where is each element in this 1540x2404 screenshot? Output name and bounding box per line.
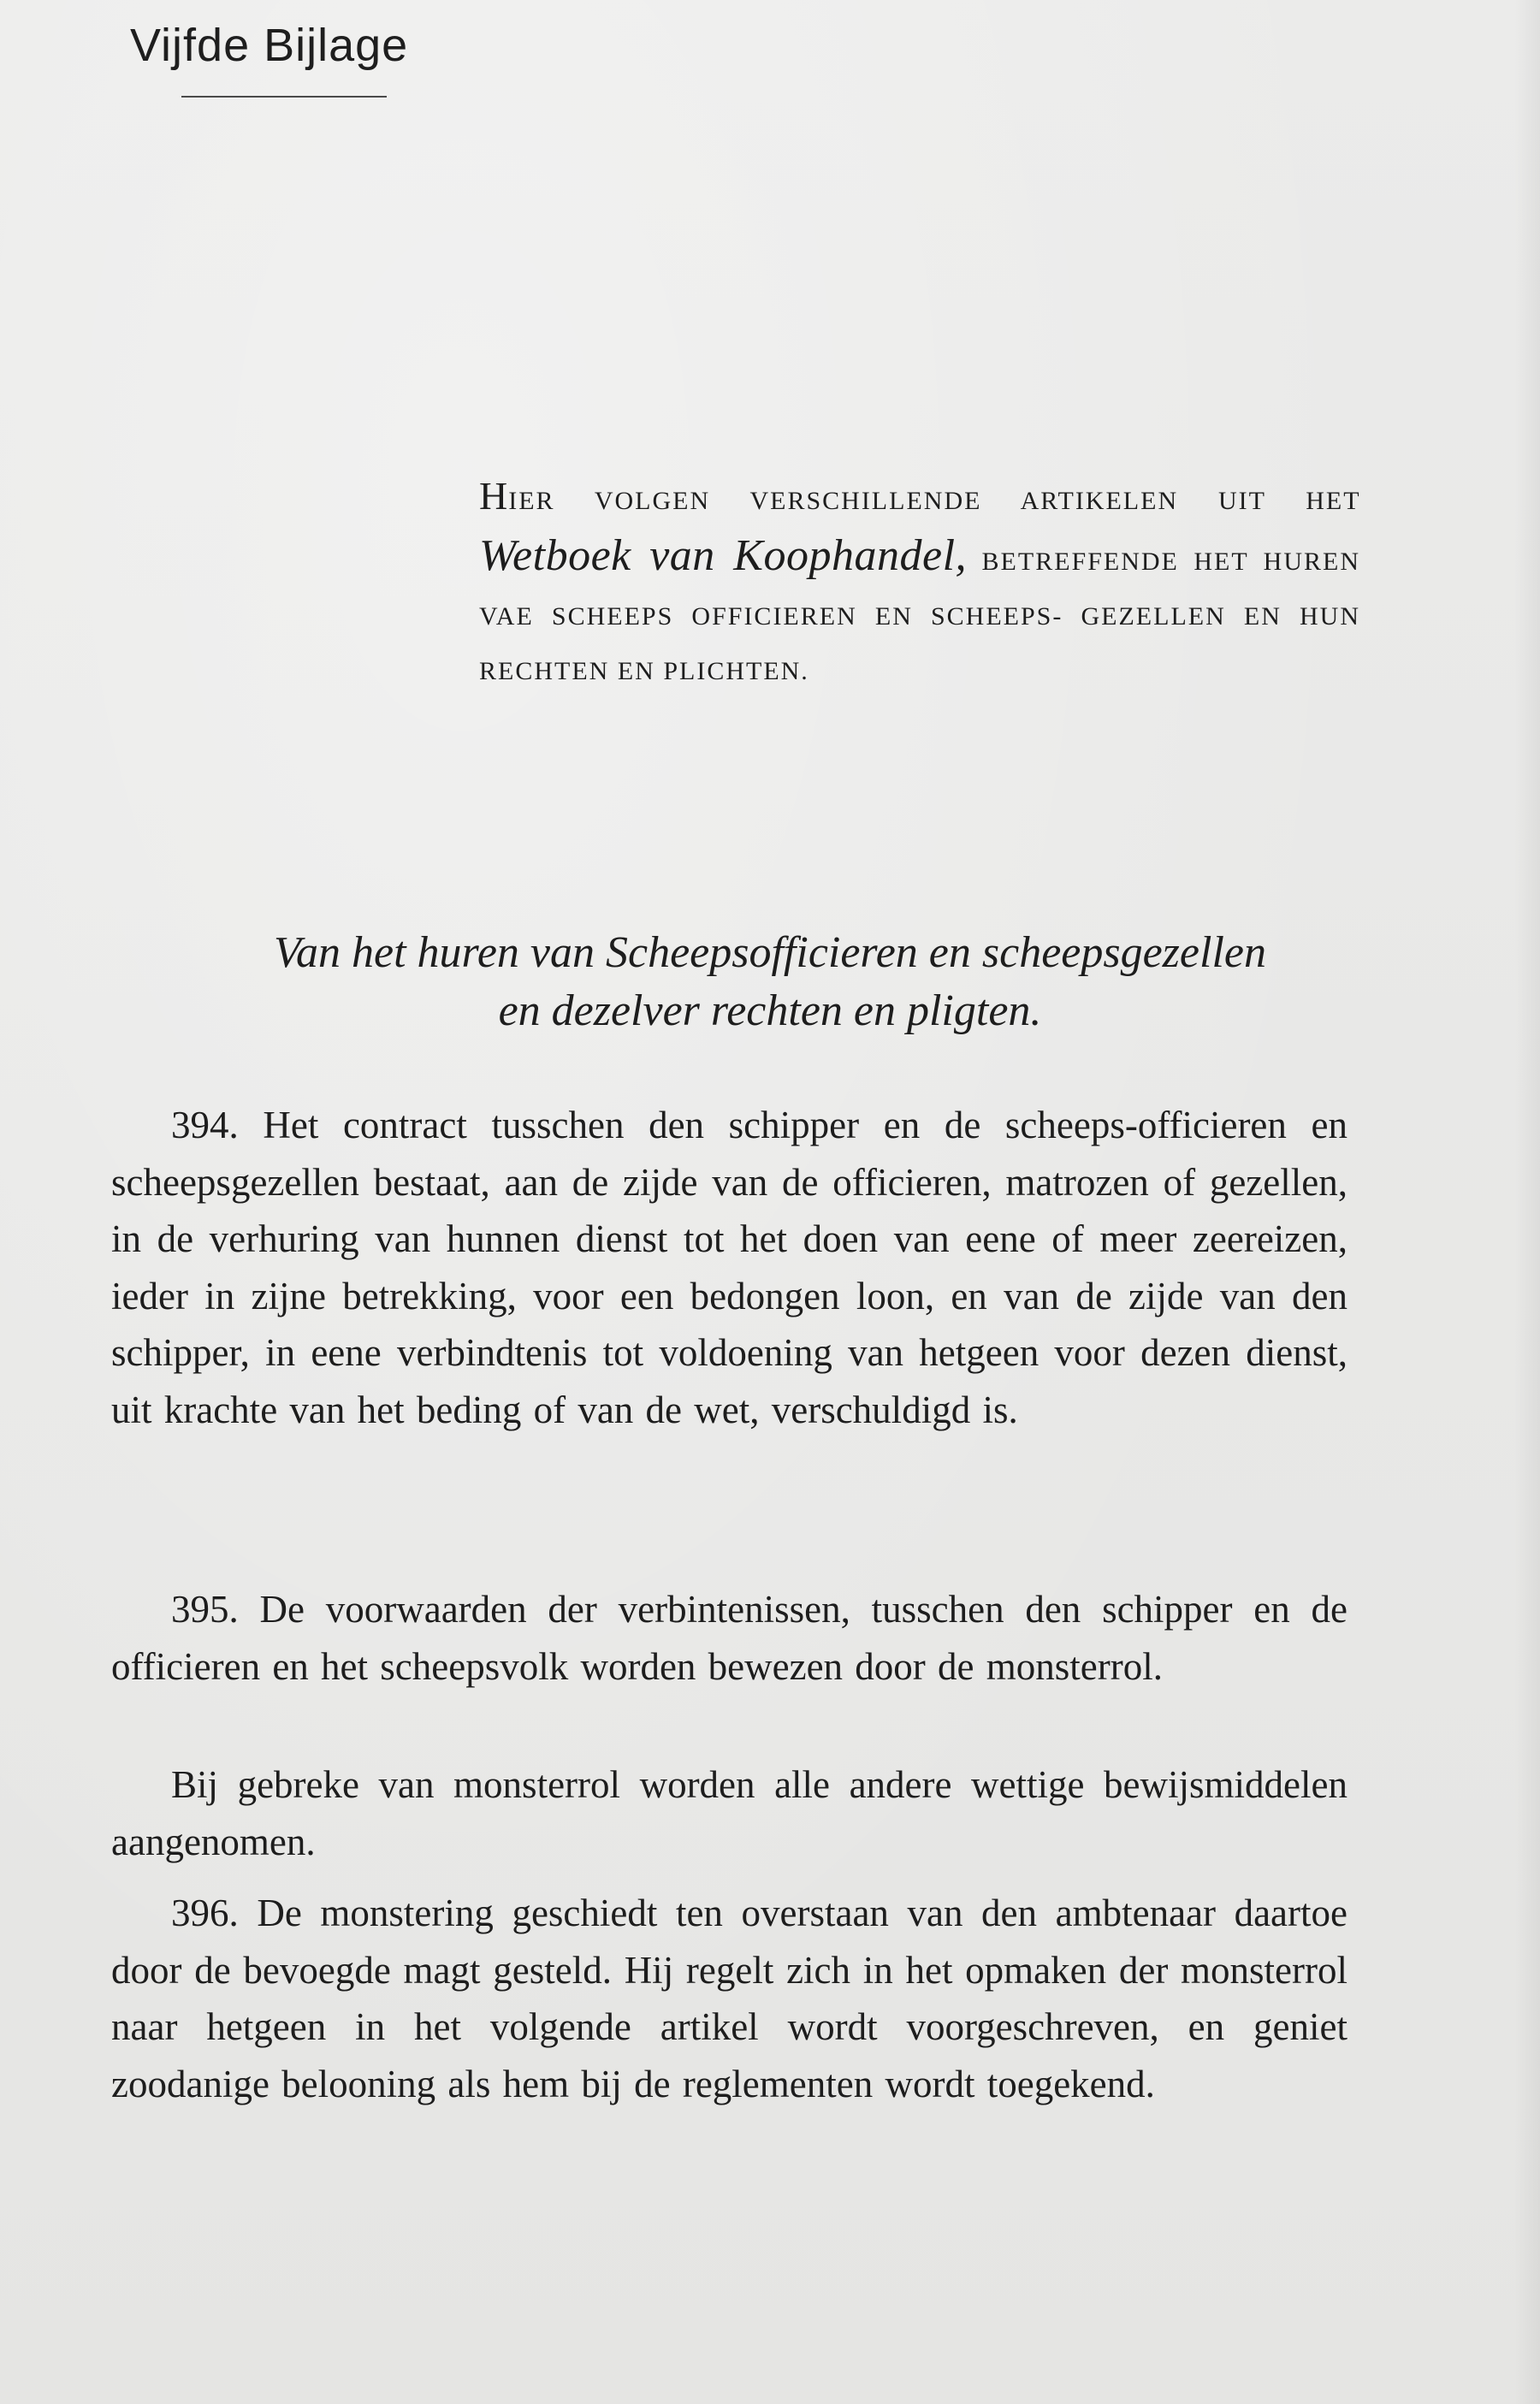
appendix-heading: Vijfde Bijlage [130,20,409,71]
intro-paragraph [479,469,1360,699]
intro-line2: BETREFFENDE [981,548,1179,576]
intro-italic-title: Wetboek van Koophandel, [479,531,968,580]
heading-rule [181,96,387,98]
intro-line3: HET HUREN VAE SCHEEPS OFFICIEREN EN SCHEEPS- [479,548,1360,631]
article-394: 394. Het contract tusschen den schipper en de scheeps-officieren en scheepsgezellen bestaat, aan de zijde van de officieren, matrozen of gezellen, in de verhuring van hunnen dienst tot het doen van eene of meer zeereizen, ieder in zijne betrekking, voor een bedongen loon, en van de zijde van den schipper, in eene verbindtenis tot voldoening van hetgeen voor dezen dienst, uit krachte van het beding of van de wet, verschuldigd is. [111,1104,1348,1431]
article-396: 396. De monstering geschiedt ten overstaan van den ambtenaar daartoe door de bevoegde magt gesteld. Hij regelt zich in het opmaken der monsterrol naar hetgeen in het volgende artikel wordt voorgeschreven, en geniet zoodanige belooning als hem bij de reglementen wordt toegekend. [111,1892,1348,2105]
intro-line1: IER VOLGEN VERSCHILLENDE ARTIKELEN UIT HET [508,487,1360,515]
section-title-line2: en dezelver rechten en pligten. [498,986,1042,1035]
section-title-line1: Van het huren van Scheepsofficieren en scheepsgezellen [274,928,1266,977]
section-title [154,924,1386,1040]
article-395: 395. De voorwaarden der verbintenissen, tusschen den schipper en de officieren en het scheepsvolk worden bewezen door de monsterrol. [111,1588,1348,1688]
page-edge-shadow [1514,0,1540,2404]
intro-line4: GEZELLEN EN HUN RECHTEN EN PLICHTEN. [479,602,1360,685]
intro-initial: H [479,474,509,518]
article-395-second-paragraph: Bij gebreke van monsterrol worden alle andere wettige bewijsmiddelen aangenomen. [111,1763,1348,1863]
